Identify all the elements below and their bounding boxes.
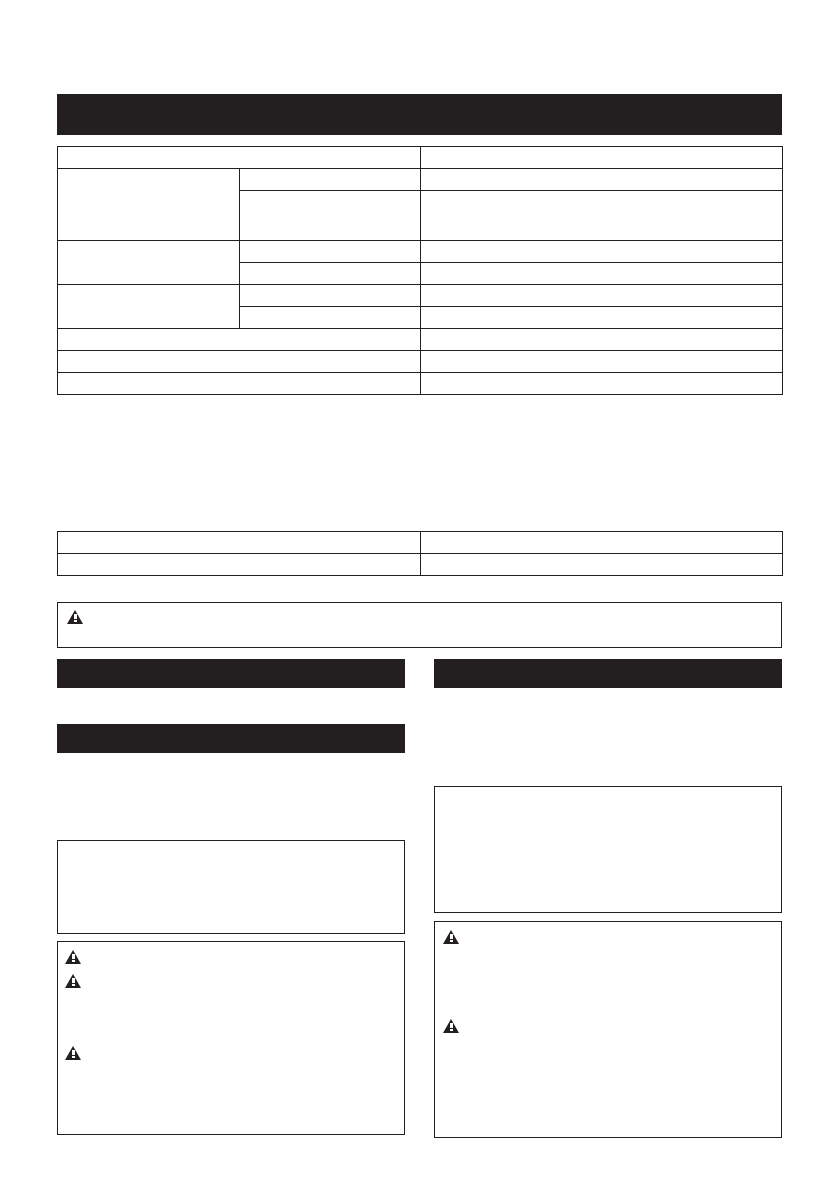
- spec-value: [421, 307, 783, 329]
- table-row: [58, 373, 783, 395]
- spec-sublabel: [240, 241, 421, 263]
- left-note-box: [57, 840, 405, 934]
- warning-triangle-icon: [65, 1046, 81, 1060]
- secondary-label: [58, 532, 421, 554]
- table-row: [58, 241, 783, 263]
- spec-label: [58, 241, 240, 285]
- spec-value: [421, 329, 783, 351]
- spec-sublabel: [240, 307, 421, 329]
- spec-label: [58, 285, 240, 329]
- warning-triangle-icon: [65, 974, 81, 988]
- spec-label: [58, 169, 240, 241]
- spec-value: [421, 351, 783, 373]
- spec-value: [421, 263, 783, 285]
- header-bar: [57, 94, 782, 135]
- spec-value: [421, 191, 783, 241]
- left-section1-title: [57, 659, 405, 671]
- spec-sublabel: [240, 285, 421, 307]
- spec-label: [58, 329, 421, 351]
- left-section2-bar: [57, 724, 405, 753]
- table-row: [58, 351, 783, 373]
- table-row: [58, 147, 783, 169]
- secondary-value: [421, 554, 783, 576]
- spec-value: [421, 147, 783, 169]
- right-section-title: [434, 659, 782, 671]
- left-note-text: [58, 841, 404, 857]
- secondary-value: [421, 532, 783, 554]
- right-section-bar: [434, 659, 782, 688]
- warning-triangle-icon: [65, 950, 81, 964]
- header-bar-label: [57, 94, 782, 106]
- spec-label: [58, 373, 421, 395]
- warning-triangle-icon: [67, 610, 83, 624]
- left-section1-bar: [57, 659, 405, 688]
- table-row: [58, 554, 783, 576]
- secondary-label: [58, 554, 421, 576]
- right-note-box: [434, 786, 782, 913]
- warning-banner: [57, 602, 782, 648]
- right-warning-box: [434, 921, 782, 1138]
- spec-value: [421, 285, 783, 307]
- spec-sublabel: [240, 263, 421, 285]
- spec-label: [58, 351, 421, 373]
- warning-triangle-icon: [443, 1019, 459, 1033]
- spec-sublabel: [240, 169, 421, 191]
- spec-value: [421, 373, 783, 395]
- left-warning-box: [57, 941, 405, 1135]
- spec-sublabel: [240, 191, 421, 241]
- table-row: [58, 532, 783, 554]
- table-row: [58, 285, 783, 307]
- spec-label: [58, 147, 421, 169]
- spec-value: [421, 241, 783, 263]
- warning-triangle-icon: [443, 930, 459, 944]
- secondary-table: [57, 531, 783, 576]
- specifications-table: [57, 146, 783, 395]
- right-note-text: [435, 787, 781, 803]
- spec-value: [421, 169, 783, 191]
- table-row: [58, 169, 783, 191]
- table-row: [58, 329, 783, 351]
- left-section2-title: [57, 724, 405, 736]
